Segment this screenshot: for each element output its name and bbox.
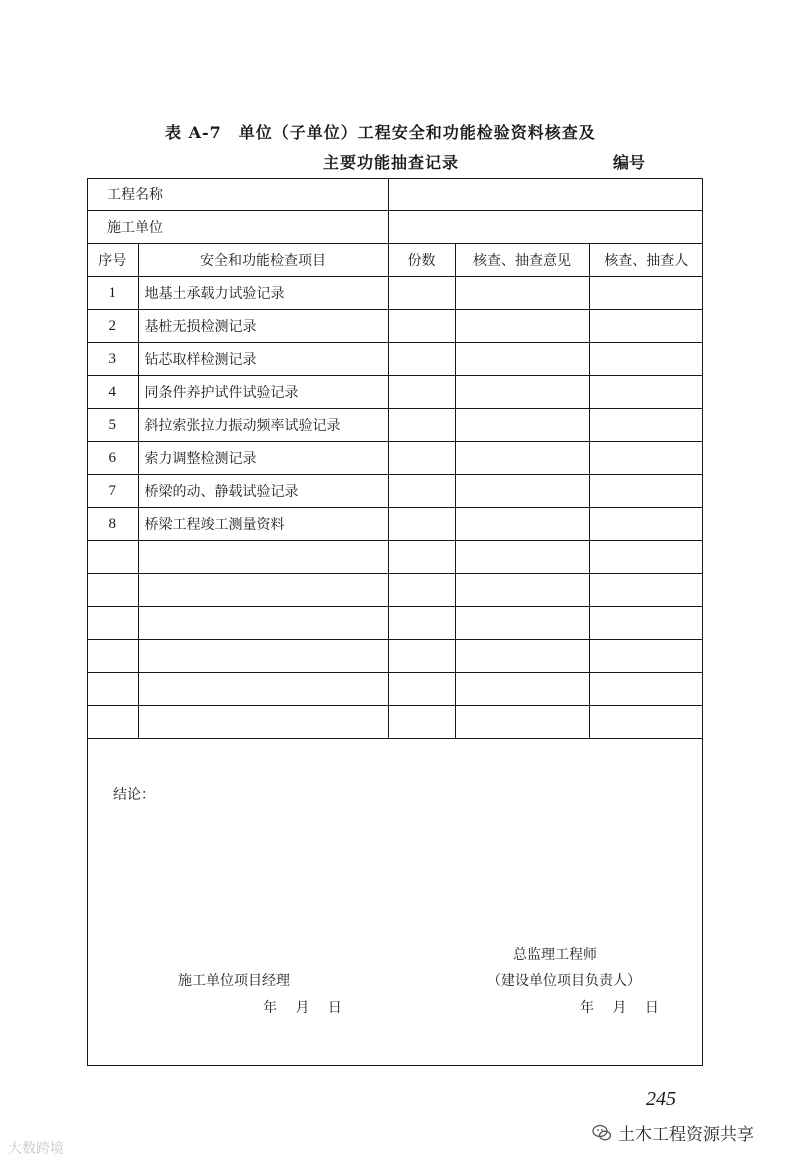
row-item (138, 574, 388, 607)
row-inspector[interactable] (589, 343, 703, 376)
row-opinion[interactable] (455, 409, 589, 442)
column-header-inspector: 核查、抽查人 (589, 244, 703, 277)
row-copies[interactable] (388, 673, 455, 706)
watermark-left: 大数跨境 (8, 1141, 64, 1157)
code-label: 编号 (613, 153, 646, 172)
row-copies[interactable] (388, 310, 455, 343)
table-row (87, 508, 703, 541)
inspection-table (87, 178, 703, 739)
table-row (87, 640, 703, 673)
row-item (138, 673, 388, 706)
row-inspector[interactable] (589, 376, 703, 409)
row-copies[interactable] (388, 475, 455, 508)
row-inspector[interactable] (589, 409, 703, 442)
row-inspector[interactable] (589, 310, 703, 343)
row-opinion[interactable] (455, 508, 589, 541)
row-item: 基桩无损检测记录 (138, 310, 388, 343)
column-header-opinion: 核查、抽查意见 (455, 244, 589, 277)
table-row (87, 376, 703, 409)
row-opinion[interactable] (455, 475, 589, 508)
table-row (87, 343, 703, 376)
row-copies[interactable] (388, 574, 455, 607)
row-copies[interactable] (388, 607, 455, 640)
table-row (87, 475, 703, 508)
row-inspector[interactable] (589, 673, 703, 706)
table-row (87, 706, 703, 739)
row-copies[interactable] (388, 541, 455, 574)
wechat-icon (592, 1123, 612, 1143)
project-name-value[interactable] (388, 178, 703, 211)
row-no: 3 (87, 343, 138, 376)
table-header-row (87, 244, 703, 277)
row-no: 2 (87, 310, 138, 343)
contractor-label: 施工单位 (87, 211, 388, 244)
table-row (87, 310, 703, 343)
row-no: 6 (87, 442, 138, 475)
row-item: 地基土承载力试验记录 (138, 277, 388, 310)
row-item: 桥梁的动、静载试验记录 (138, 475, 388, 508)
row-inspector[interactable] (589, 277, 703, 310)
column-header-item: 安全和功能检查项目 (138, 244, 388, 277)
contractor-row (87, 211, 703, 244)
table-row (87, 442, 703, 475)
row-item (138, 706, 388, 739)
row-no (87, 574, 138, 607)
row-item: 同条件养护试件试验记录 (138, 376, 388, 409)
page-number: 245 (646, 1088, 676, 1110)
row-copies[interactable] (388, 376, 455, 409)
table-row (87, 541, 703, 574)
row-no: 4 (87, 376, 138, 409)
form-title-line2: 主要功能抽查记录 (323, 153, 460, 172)
row-inspector[interactable] (589, 475, 703, 508)
row-item (138, 607, 388, 640)
row-item: 索力调整检测记录 (138, 442, 388, 475)
row-copies[interactable] (388, 442, 455, 475)
project-name-label: 工程名称 (87, 178, 388, 211)
watermark-right-text: 土木工程资源共享 (618, 1125, 754, 1145)
row-no: 8 (87, 508, 138, 541)
row-no (87, 541, 138, 574)
row-opinion[interactable] (455, 574, 589, 607)
row-no (87, 607, 138, 640)
table-row (87, 409, 703, 442)
row-copies[interactable] (388, 277, 455, 310)
row-opinion[interactable] (455, 277, 589, 310)
row-opinion[interactable] (455, 541, 589, 574)
date-left: 年 月 日 (263, 1000, 342, 1016)
row-opinion[interactable] (455, 310, 589, 343)
owner-representative-label: （建设单位项目负责人） (487, 973, 641, 989)
row-item: 钻芯取样检测记录 (138, 343, 388, 376)
row-opinion[interactable] (455, 607, 589, 640)
project-name-row (87, 178, 703, 211)
column-header-copies: 份数 (388, 244, 455, 277)
contractor-value[interactable] (388, 211, 703, 244)
project-manager-label: 施工单位项目经理 (178, 973, 290, 989)
row-inspector[interactable] (589, 640, 703, 673)
row-copies[interactable] (388, 508, 455, 541)
watermark-right (592, 1120, 754, 1145)
row-item (138, 640, 388, 673)
form-title-line1: 表 A-7 单位（子单位）工程安全和功能检验资料核查及 (165, 123, 596, 142)
row-no (87, 640, 138, 673)
row-inspector[interactable] (589, 442, 703, 475)
row-copies[interactable] (388, 409, 455, 442)
row-copies[interactable] (388, 343, 455, 376)
row-inspector[interactable] (589, 706, 703, 739)
row-inspector[interactable] (589, 541, 703, 574)
row-item (138, 541, 388, 574)
row-inspector[interactable] (589, 574, 703, 607)
row-inspector[interactable] (589, 607, 703, 640)
row-item: 斜拉索张拉力振动频率试验记录 (138, 409, 388, 442)
row-copies[interactable] (388, 640, 455, 673)
supervisor-label: 总监理工程师 (513, 947, 597, 963)
row-opinion[interactable] (455, 640, 589, 673)
table-row (87, 574, 703, 607)
row-no (87, 673, 138, 706)
table-row (87, 277, 703, 310)
row-item: 桥梁工程竣工测量资料 (138, 508, 388, 541)
row-no: 1 (87, 277, 138, 310)
row-opinion[interactable] (455, 442, 589, 475)
table-row (87, 607, 703, 640)
date-right: 年 月 日 (580, 1000, 659, 1016)
row-opinion[interactable] (455, 376, 589, 409)
row-no: 7 (87, 475, 138, 508)
row-opinion[interactable] (455, 673, 589, 706)
column-header-no: 序号 (87, 244, 138, 277)
row-no: 5 (87, 409, 138, 442)
row-no (87, 706, 138, 739)
row-opinion[interactable] (455, 343, 589, 376)
conclusion-label: 结论： (113, 787, 155, 803)
row-opinion[interactable] (455, 706, 589, 739)
row-copies[interactable] (388, 706, 455, 739)
row-inspector[interactable] (589, 508, 703, 541)
table-row (87, 673, 703, 706)
